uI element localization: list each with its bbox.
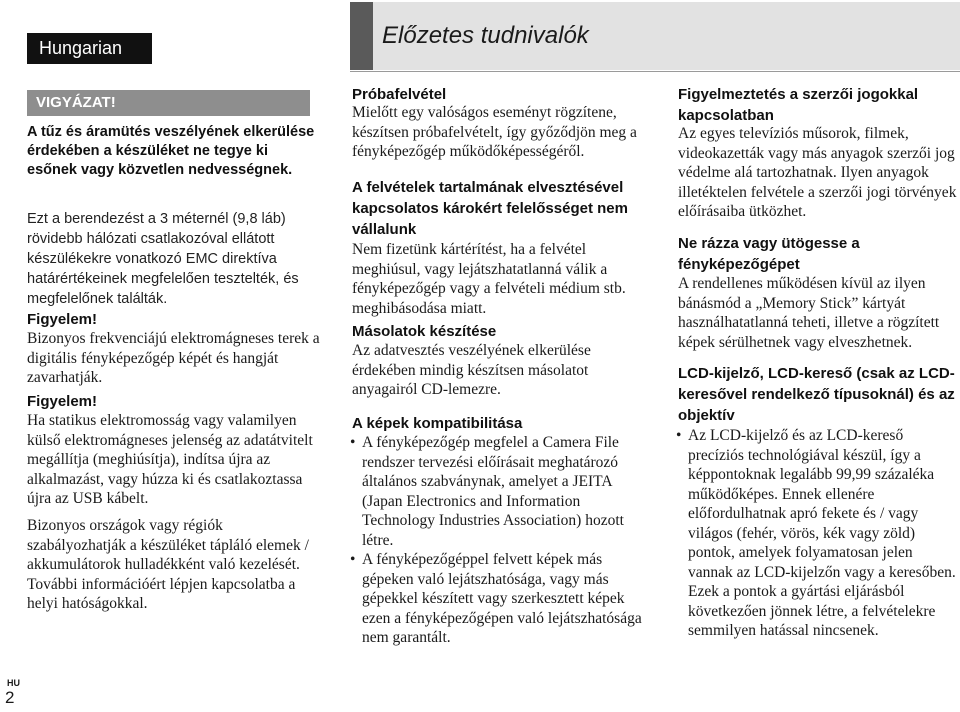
emc-text: Ezt a berendezést a 3 méternél (9,8 láb) rövidebb hálózati csatlakozóval ellátott készülékekre vonatkozó EMC direktíva határértékeinek megfelelően tesztelték, és megfelelőnek találták. (27, 211, 299, 307)
attention-heading-1: Figyelem! (27, 311, 98, 328)
list-item: • Az LCD-kijelző és az LCD-kereső precíziós technológiával készül, így a képpontoknak legalább 99,99 százaléka működőképes. Ennek ellenére előfordulhatnak apró fekete és / vagy világos (fehér, vörös, kék vagy zöld) pontok, amelyek folyamatosan jelen vannak az LCD-kijelzőn vagy a keresőben. Ezek a pontok a gyártási eljárásból következően jönnek létre, a felvételekre semmilyen hatással nincsenek. (678, 426, 960, 641)
list-item: • A fényképezőgép megfelel a Camera File rendszer tervezési előírásait meghatározó általános szabványnak, amelyet a JEITA (Japan Electronics and Information Technology Industries Association) hozott létre. (352, 433, 648, 550)
no-compensation-heading: A felvételek tartalmának elvesztésével kapcsolatos károkért felelősséget nem vállalunk (352, 179, 628, 238)
shake-text: A rendellenes működésen kívül az ilyen bánásmód a „Memory Stick” kártyát használhatatlanná teheti, illetve a rögzített képek sérülhetnek vagy elveszhetnek. (678, 275, 940, 351)
copyright-heading: Figyelmeztetés a szerzői jogokkal kapcsolatban (678, 86, 919, 124)
language-tab: Hungarian (27, 33, 152, 64)
compatibility-heading: A képek kompatibilitása (352, 415, 523, 432)
lcd-list (678, 426, 960, 641)
page-language-code: HU (7, 678, 20, 688)
trial-text: Mielőtt egy valóságos eseményt rögzítene, készítsen próbafelvételt, így győződjön meg a fényképezőgép működőképességéről. (352, 104, 637, 160)
trial-heading: Próbafelvétel (352, 86, 447, 103)
backup-heading: Másolatok készítése (352, 323, 497, 340)
battery-disposal-text: Bizonyos országok vagy régiók szabályozhatják a készüléket tápláló elemek / akkumulátorok hulladékként való kezelését. További információért lépjen kapcsolatba a helyi hatóságokkal. (27, 517, 309, 612)
warning-banner: VIGYÁZAT! (27, 90, 310, 116)
list-item: • A fényképezőgéppel felvett képek más gépeken való lejátszhatósága, vagy más gépekkel készített vagy szerkesztett képek ezen a fényképezőgépen való lejátszhatósága nem garantált. (352, 550, 648, 648)
compatibility-list (352, 433, 648, 648)
page-number: 2 (5, 688, 15, 707)
shake-heading: Ne rázza vagy ütögesse a fényképezőgépet (678, 235, 860, 273)
header-divider (350, 71, 960, 72)
copyright-text: Az egyes televíziós műsorok, filmek, videokazetták vagy más anyagok szerzői jog védelme alá tartozhatnak. Ilyen anyagok illetéktelen felvétele a szerzői jogi törvények előírásaiba ütközhet. (678, 125, 957, 220)
page-title: Előzetes tudnivalók (382, 22, 589, 49)
attention-text-1: Bizonyos frekvenciájú elektromágneses terek a digitális fényképezőgép képét és hangját zavarhatják. (27, 330, 320, 386)
title-bar-accent (350, 2, 373, 70)
no-compensation-text: Nem fizetünk kártérítést, ha a felvétel meghiúsul, vagy lejátszhatatlanná válik a fényképezőgép vagy a felvételi médium stb. meghibásodása miatt. (352, 241, 626, 317)
lcd-heading: LCD-kijelző, LCD-kereső (csak az LCD-keresővel rendelkező típusoknál) és az objektív (678, 365, 955, 424)
attention-text-2: Ha statikus elektromosság vagy valamilyen külső elektromágneses jelenség az adatátvitelt megállítja (meghiúsítja), indítsa újra az alkalmazást, vagy húzza ki és csatlakoztassa újra az USB kábelt. (27, 412, 313, 507)
warning-text: A tűz és áramütés veszélyének elkerülése érdekében a készüléket ne tegye ki esőnek vagy közvetlen nedvességnek. (27, 124, 315, 178)
backup-text: Az adatvesztés veszélyének elkerülése érdekében mindig készítsen másolatot anyagairól CD-lemezre. (352, 342, 591, 398)
attention-heading-2: Figyelem! (27, 393, 98, 410)
